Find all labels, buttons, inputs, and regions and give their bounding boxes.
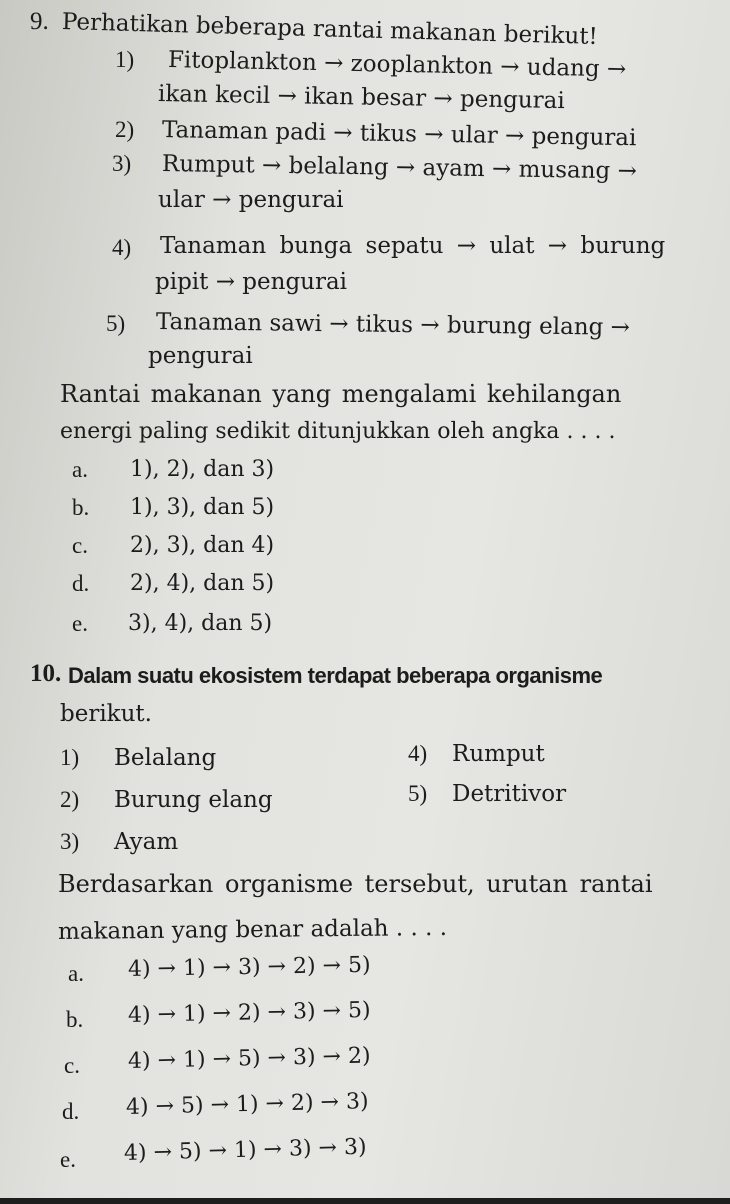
chain-number: 5) [106,311,126,336]
option-letter[interactable]: a. [68,961,84,986]
option-letter[interactable]: b. [72,495,90,520]
organism-name: Detritivor [452,781,567,807]
organism-name: Ayam [114,829,179,855]
chain-text: ular → pengurai [158,187,344,213]
option-text[interactable]: 4) → 1) → 3) → 2) → 5) [127,952,371,982]
chain-text: pengurai [148,343,253,369]
option-text[interactable]: 2), 3), dan 4) [130,533,275,558]
chain-number: 2) [115,117,135,142]
question-text: Berdasarkan organisme tersebut, urutan rantai [58,870,653,898]
chain-text: Fitoplankton → zooplankton → udang → [167,47,627,83]
option-letter[interactable]: d. [72,571,90,596]
chain-text: Tanaman padi → tikus → ular → pengurai [161,117,637,152]
option-text[interactable]: 1), 3), dan 5) [130,495,275,520]
organism-name: Rumput [452,741,545,767]
option-letter[interactable]: e. [72,611,88,636]
organism-number: 4) [408,741,428,766]
organism-number: 1) [60,745,80,770]
option-text[interactable]: 4) → 1) → 2) → 3) → 5) [127,997,371,1028]
question-text: Rantai makanan yang mengalami kehilangan [60,380,622,408]
option-letter[interactable]: b. [66,1007,84,1032]
chain-text: Tanaman sawi → tikus → burung elang → [155,309,631,341]
chain-text: pipit → pengurai [155,269,348,295]
organism-number: 3) [60,829,80,854]
question-number: 10. [30,660,62,687]
question-text: energi paling sedikit ditunjukkan oleh angka . . . . [60,419,616,444]
option-letter[interactable]: d. [62,1099,80,1124]
option-letter[interactable]: c. [64,1053,80,1078]
option-letter[interactable]: e. [60,1147,76,1172]
chain-text: Tanaman bunga sepatu → ulat → burung [160,233,666,259]
option-letter[interactable]: a. [72,457,88,482]
option-text[interactable]: 2), 4), dan 5) [130,571,275,596]
option-text[interactable]: 4) → 5) → 1) → 2) → 3) [125,1089,369,1120]
question-number: 9. [30,8,49,35]
chain-number: 3) [112,151,132,176]
question-text: makanan yang benar adalah . . . . [57,914,448,945]
option-text[interactable]: 1), 2), dan 3) [130,457,275,482]
chain-number: 1) [115,47,135,72]
organism-number: 2) [60,787,80,812]
chain-number: 4) [112,235,132,260]
organism-name: Burung elang [114,787,273,813]
question-intro: berikut. [60,701,152,727]
chain-text: ikan kecil → ikan besar → pengurai [157,81,565,115]
option-text[interactable]: 3), 4), dan 5) [128,611,273,636]
question-intro: Dalam suatu ekosistem terdapat beberapa organisme [68,663,603,688]
organism-number: 5) [408,781,428,806]
chain-text: Rumput → belalang → ayam → musang → [161,151,638,185]
page-bottom-edge [0,1198,730,1204]
organism-name: Belalang [114,745,217,771]
question-intro: Perhatikan beberapa rantai makanan berikut! [61,9,599,50]
option-text[interactable]: 4) → 1) → 5) → 3) → 2) [127,1043,371,1074]
option-letter[interactable]: c. [72,533,88,558]
option-text[interactable]: 4) → 5) → 1) → 3) → 3) [123,1134,367,1166]
